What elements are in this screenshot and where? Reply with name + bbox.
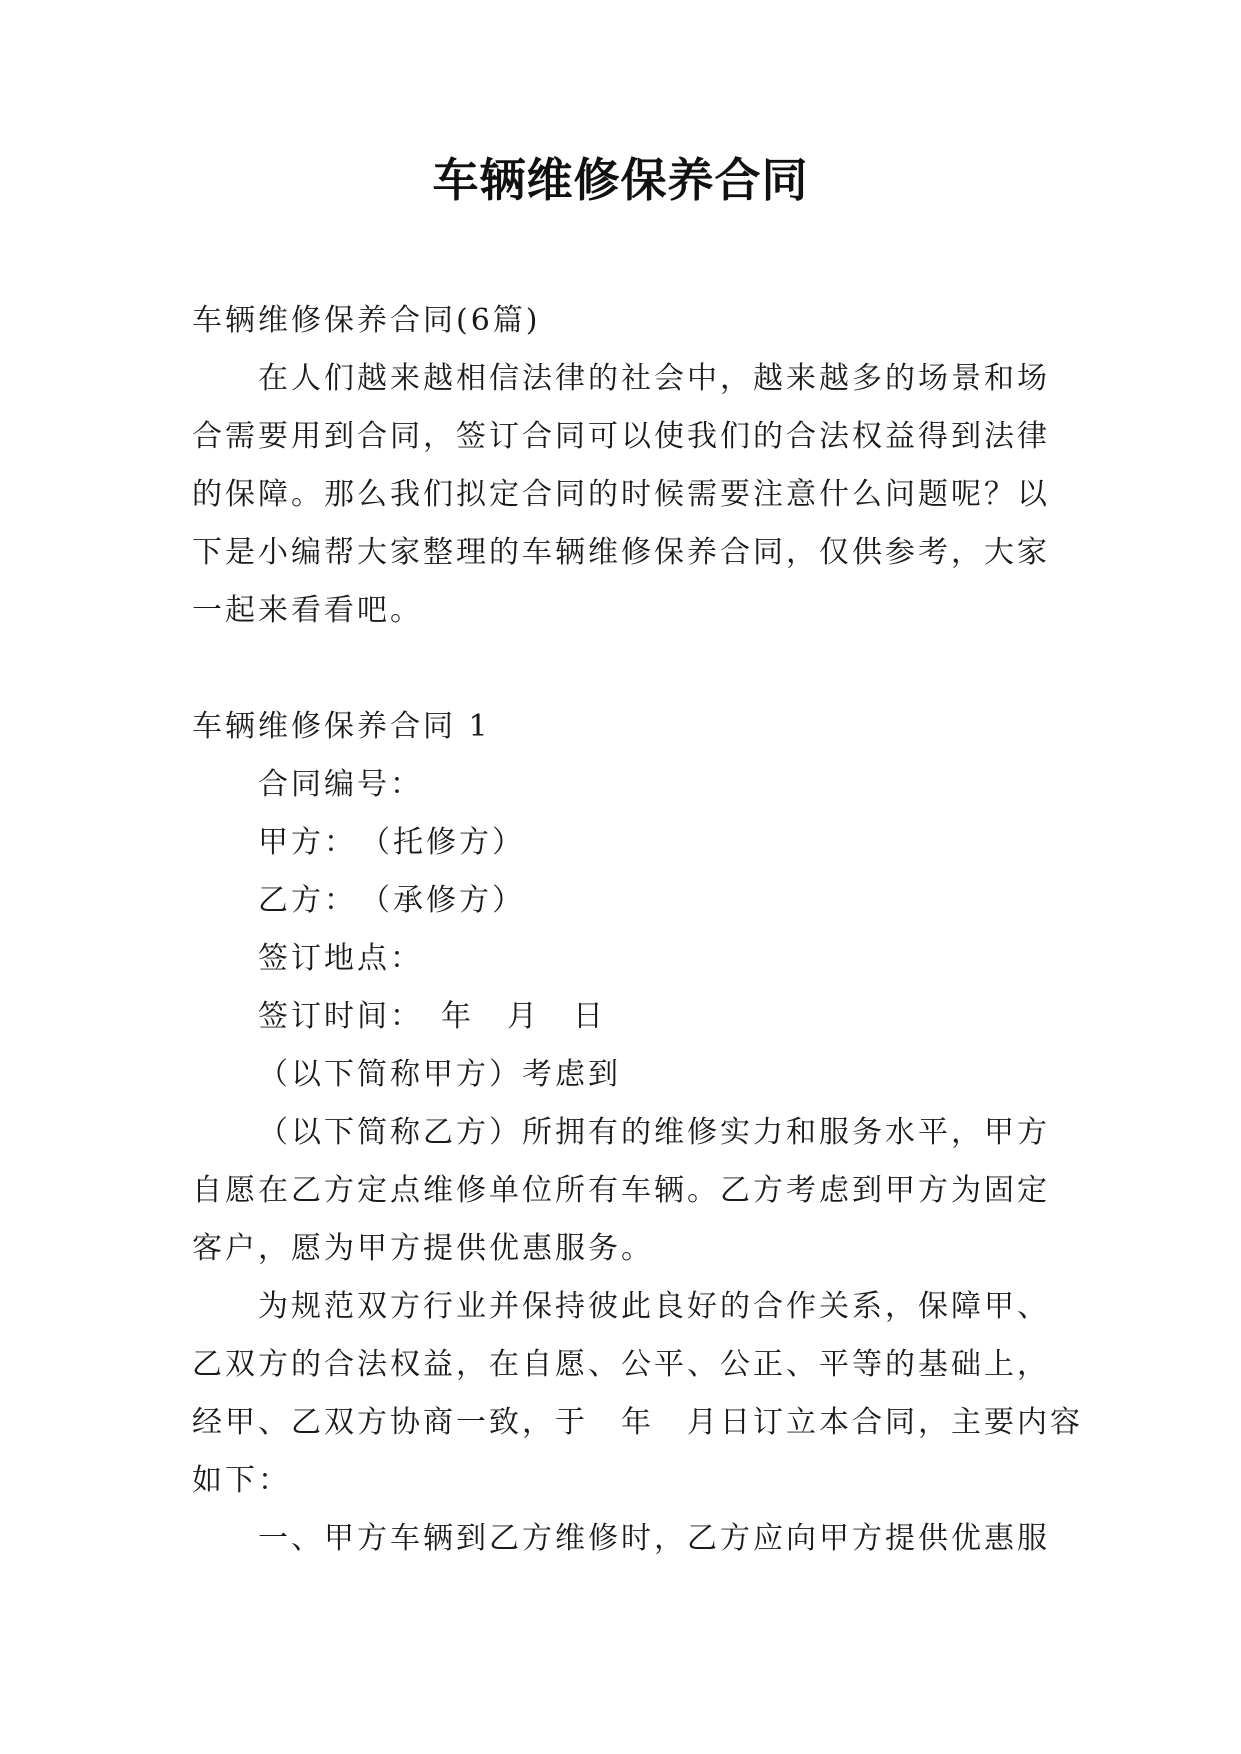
paragraph-line: 经甲、乙双方协商一致，于 年 月日订立本合同，主要内容 <box>192 1405 1083 1440</box>
contract-number-field: 合同编号： <box>258 767 423 802</box>
paragraph-line: （以下简称甲方）考虑到 <box>258 1057 621 1092</box>
party-b-field: 乙方： （承修方） <box>258 883 525 918</box>
paragraph-line: 乙双方的合法权益，在自愿、公平、公正、平等的基础上， <box>192 1347 1050 1382</box>
signing-place-field: 签订地点： <box>258 941 423 976</box>
document-body <box>192 292 1083 1568</box>
intro-line: 一起来看看吧。 <box>192 593 423 628</box>
intro-line: 合需要用到合同，签订合同可以使我们的合法权益得到法律 <box>192 419 1050 454</box>
intro-line: 下是小编帮大家整理的车辆维修保养合同，仅供参考，大家 <box>192 535 1050 570</box>
document-subtitle: 车辆维修保养合同(6篇) <box>192 303 541 338</box>
paragraph-line: 为规范双方行业并保持彼此良好的合作关系，保障甲、 <box>258 1289 1050 1324</box>
paragraph-line: 一、甲方车辆到乙方维修时，乙方应向甲方提供优惠服 <box>258 1521 1050 1556</box>
paragraph-line: 自愿在乙方定点维修单位所有车辆。乙方考虑到甲方为固定 <box>192 1173 1050 1208</box>
paragraph-line: （以下简称乙方）所拥有的维修实力和服务水平，甲方 <box>258 1115 1050 1150</box>
party-a-field: 甲方： （托修方） <box>258 825 525 860</box>
signing-time-field: 签订时间： 年 月 日 <box>258 999 606 1034</box>
paragraph-line: 如下： <box>192 1463 291 1498</box>
paragraph-line: 客户，愿为甲方提供优惠服务。 <box>192 1231 654 1266</box>
document-title: 车辆维修保养合同 <box>432 153 809 207</box>
paragraph-gap <box>192 640 1052 698</box>
section-heading: 车辆维修保养合同 1 <box>192 709 491 744</box>
intro-line: 在人们越来越相信法律的社会中，越来越多的场景和场 <box>258 361 1050 396</box>
intro-line: 的保障。那么我们拟定合同的时候需要注意什么问题呢？以 <box>192 477 1050 512</box>
